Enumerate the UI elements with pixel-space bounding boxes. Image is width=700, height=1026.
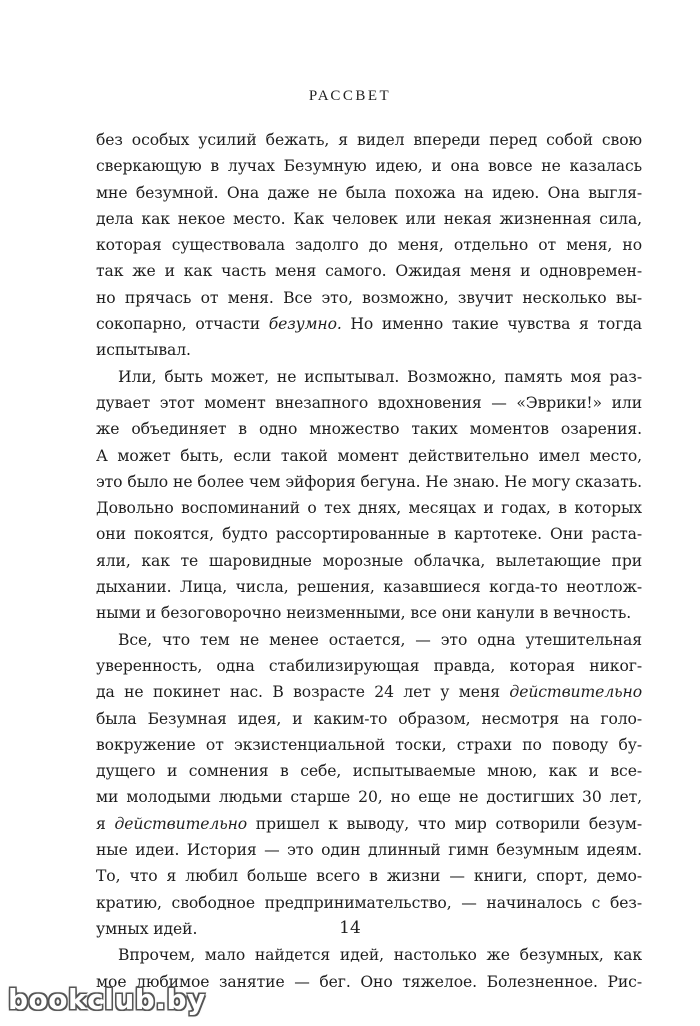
text-line: кратию, свободное предпринимательство, — начиналось с без- (96, 893, 642, 912)
text-line (96, 811, 642, 837)
text-span: Но именно такие чувства я тогда (341, 315, 642, 334)
paragraph (96, 127, 642, 364)
text-line: дыхании. Лица, числа, решения, казавшиеся когда-то неотлож- (96, 578, 642, 597)
italic-text: действительно (114, 814, 248, 833)
text-span: я (96, 814, 115, 833)
text-line: А может быть, если такой момент действительно имел место, (96, 446, 642, 465)
italic-text: действительно (509, 683, 642, 702)
text-line: ные идеи. История — это один длинный гимн безумным идеям. (96, 841, 642, 860)
text-span: сокопарно, отчасти (96, 315, 269, 334)
text-line: дувает этот момент внезапного вдохновения — «Эврики!» или (96, 393, 642, 412)
body-text (96, 127, 642, 995)
text-line (96, 311, 642, 337)
text-span: пришел к выводу, что мир сотворили безум- (247, 814, 642, 833)
text-line: Довольно воспоминаний о тех днях, месяцах и годах, в которых (96, 499, 642, 518)
text-line: уверенность, одна стабилизирующая правда, которая никог- (96, 656, 642, 675)
running-head: РАССВЕТ (308, 88, 392, 104)
text-line: яли, как те шаровидные морозные облачка, вылетающие при (96, 551, 642, 570)
italic-text: безумно. (268, 315, 342, 334)
paragraph (96, 627, 642, 943)
watermark-logo: bookclub.by (8, 983, 206, 1016)
text-line: То, что я любил больше всего в жизни — книги, спорт, демо- (96, 867, 642, 886)
text-line: была Безумная идея, и каким-то образом, несмотря на голо- (96, 709, 642, 728)
text-line: дела как некое место. Как человек или некая жизненная сила, (96, 209, 642, 228)
text-line: мое любимое занятие — бег. Оно тяжелое. Болезненное. Рис- (96, 972, 642, 991)
text-line: они покоятся, будто рассортированные в картотеке. Они раста- (96, 525, 642, 544)
text-line: ными и безоговорочно неизменными, все они канули в вечность. (96, 604, 632, 623)
text-line: но прячась от меня. Все это, возможно, звучит несколько вы- (96, 288, 642, 307)
text-line: так же и как часть меня самого. Ожидая меня и одновремен- (96, 262, 642, 281)
text-line: сверкающую в лучах Безумную идею, и она вовсе не казалась (96, 157, 642, 176)
text-line: дущего и сомнения в себе, испытываемые мною, как и все- (96, 762, 642, 781)
page-number: 14 (339, 918, 361, 938)
text-line: мне безумной. Она даже не была похожа на идею. Она выгля- (96, 183, 642, 202)
text-line (96, 679, 642, 705)
text-line: Впрочем, мало найдется идей, настолько же безумных, как (118, 946, 642, 965)
text-line: Все, что тем не менее остается, — это одна утешительная (118, 630, 642, 649)
text-line: без особых усилий бежать, я видел впереди перед собой свою (96, 131, 642, 149)
text-line: испытывал. (96, 341, 191, 360)
paragraph (96, 364, 642, 627)
text-line: это было не более чем эйфория бегуна. Не знаю. Не могу сказать. (96, 472, 642, 491)
text-line: умных идей. (96, 919, 198, 938)
text-line: Или, быть может, не испытывал. Возможно, память моя раз- (118, 367, 642, 386)
text-line: вокружение от экзистенциальной тоски, страхи по поводу бу- (96, 735, 642, 754)
text-line: ми молодыми людьми старше 20, но еще не достигших 30 лет, (96, 788, 642, 807)
text-line: же объединяет в одно множество таких моментов озарения. (96, 420, 642, 439)
text-span: да не покинет нас. В возрасте 24 лет у меня (96, 683, 510, 702)
text-line: которая существовала задолго до меня, отдельно от меня, но (96, 236, 642, 255)
